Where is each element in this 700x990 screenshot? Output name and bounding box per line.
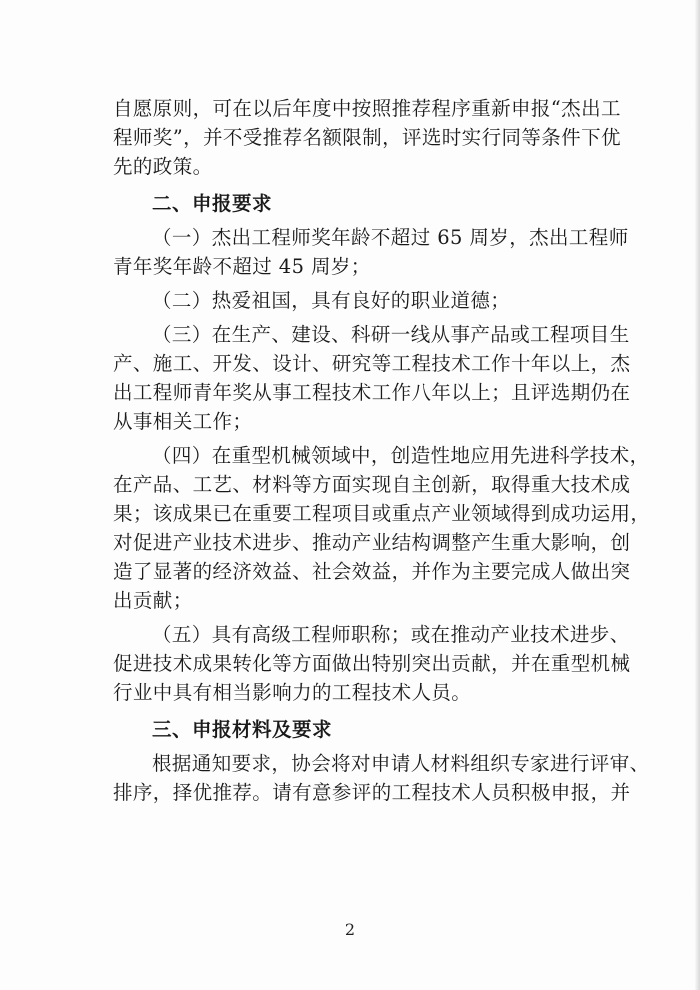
paragraph-final [113, 749, 650, 807]
document-body [113, 94, 651, 807]
page-number: 2 [344, 920, 356, 939]
section-heading-materials [113, 715, 603, 744]
scan-edge [694, 0, 700, 990]
section-heading-requirements [113, 189, 603, 218]
requirement-item-1 [113, 223, 629, 281]
text-line: 产、施工、开发、设计、研究等工程技术工作十年以上，杰 [113, 352, 631, 375]
text-line: （一）杰出工程师奖年龄不超过 65 周岁，杰出工程师 [152, 226, 629, 249]
text-line: （四）在重型机械领域中，创造性地应用先进科学技术， [152, 444, 650, 467]
requirement-item-3 [113, 320, 631, 436]
requirement-item-2 [113, 286, 603, 315]
text-line: （三）在生产、建设、科研一线从事产品或工程项目生 [152, 323, 630, 346]
text-line: 根据通知要求，协会将对申请人材料组织专家进行评审、 [152, 752, 650, 775]
text-line: 程师奖”，并不受推荐名额限制，评选时实行同等条件下优 [113, 126, 621, 149]
paragraph-intro [113, 94, 621, 181]
text-line: 青年奖年龄不超过 45 周岁； [113, 255, 371, 278]
text-line: （二）热爱祖国，具有良好的职业道德； [152, 289, 511, 312]
section-title: 三、申报材料及要求 [152, 718, 333, 741]
text-line: 从事相关工作； [113, 410, 253, 433]
text-line: （五）具有高级工程师职称；或在推动产业技术进步、 [152, 623, 630, 646]
text-line: 出工程师青年奖从事工程技术工作八年以上；且评选期仍在 [113, 381, 631, 404]
text-line: 对促进产业技术进步、推动产业结构调整产生重大影响，创 [113, 531, 631, 554]
text-line: 出贡献； [113, 589, 193, 612]
text-line: 自愿原则，可在以后年度中按照推荐程序重新申报“杰出工 [113, 97, 621, 120]
requirement-item-5 [113, 620, 631, 707]
requirement-item-4 [113, 441, 651, 615]
section-title: 二、申报要求 [152, 192, 273, 215]
text-line: 在产品、工艺、材料等方面实现自主创新，取得重大技术成 [113, 473, 631, 496]
text-line: 造了显著的经济效益、社会效益，并作为主要完成人做出突 [113, 560, 631, 583]
text-line: 果；该成果已在重要工程项目或重点产业领域得到成功运用， [113, 502, 651, 525]
text-line: 促进技术成果转化等方面做出特别突出贡献，并在重型机械 [113, 652, 631, 675]
text-line: 行业中具有相当影响力的工程技术人员。 [113, 681, 472, 704]
text-line: 先的政策。 [113, 155, 213, 178]
text-line: 排序，择优推荐。请有意参评的工程技术人员积极申报，并 [113, 781, 631, 804]
